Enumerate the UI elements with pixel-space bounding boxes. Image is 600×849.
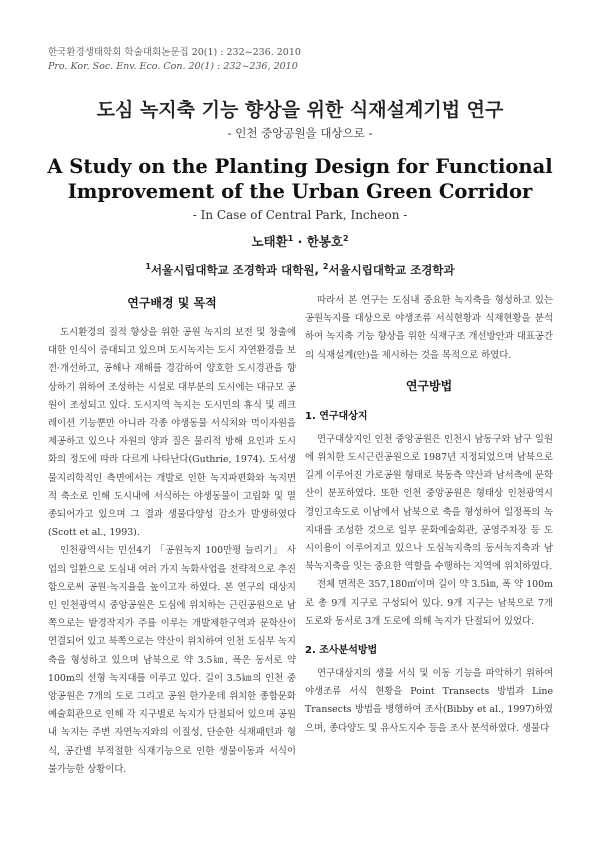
right-column <box>305 292 553 738</box>
english-title-line-1: A Study on the Planting Design for Functional <box>47 155 553 178</box>
english-subtitle: - In Case of Central Park, Incheon - <box>192 208 408 222</box>
affiliation-2: 서울시립대학교 조경학과 <box>328 263 455 277</box>
journal-header <box>48 46 301 74</box>
author-1-mark: 1 <box>287 233 294 243</box>
journal-header-korean: 한국환경생태학회 학술대회논문집 20(1) : 232~236. 2010 <box>48 47 301 58</box>
subsection-heading-study-site: 1. 연구대상지 <box>305 410 368 422</box>
objective-paragraph: 따라서 본 연구는 도심내 중요한 녹지축을 형성하고 있는 공원녹지를 대상으로 야생조류 서식현황과 식재현황을 분석하여 녹지축 기능 향상을 위한 식재구조 개선방안과 대표공간의 식재설계(안)을 제시하는 것을 목적으로 하였다. <box>305 295 553 361</box>
korean-subtitle: - 인천 중앙공원을 대상으로 - <box>227 126 373 140</box>
section-heading-methods: 연구방법 <box>405 378 453 393</box>
english-title-line-2: Improvement of the Urban Green Corridor <box>67 180 533 203</box>
journal-header-english: Pro. Kor. Soc. Env. Eco. Con. 20(1) : 232~236, 2010 <box>48 61 298 72</box>
background-paragraph-2: 인천광역시는 민선4기 「공원녹지 100만평 늘리기」 사업의 일환으로 도심내 여러 가지 녹화사업을 전략적으로 추진함으로써 공원·녹지율을 높이고자 하였다. 본 연구의 대상지인 인천광역시 중앙공원은 도심에 위치하는 근린공원으로 남쪽으로는 밭경작지가 주를 이루는 개발제한구역과 문학산이 연결되어 있고 북쪽으로는 약산이 위치하여 인천 도심부 녹지축을 형성하고 있으며 남북으로 약 3.5㎞, 폭은 동서로 약 100m의 선형 녹지대를 이루고 있다. 길이 3.5㎞의 인천 중앙공원은 7개의 도로 그리고 공원 한가운데 위치한 종합문화예술회관으로 인해 각 지구별로 녹지가 단절되어 있으며 공원내 녹지는 주변 자연녹지와의 이질성, 단순한 식재패턴과 형식, 공간별 부적절한 식재기능으로 인한 생물이동과 서식이 불가능한 상황이다. <box>48 545 296 775</box>
author-separator: · <box>293 234 307 249</box>
survey-method-paragraph: 연구대상지의 생물 서식 및 이동 기능을 파악하기 위하여 야생조류 서식 현황을 Point Transects 방법과 Line Transects 방법을 병행하여 조사(Bibby et al., 1997)하였으며, 종다양도 및 유사도지수 등을 조사 분석하였다. 생물다 <box>305 668 553 734</box>
author-2-mark: 2 <box>342 233 349 243</box>
study-site-paragraph-2: 전체 면적은 357,180㎡이며 길이 약 3.5㎞, 폭 약 100m로 총 9개 지구로 구성되어 있다. 9개 지구는 남북으로 7개 도로와 동서로 3개 도로에 의해 녹지가 단절되어 있었다. <box>305 579 553 627</box>
affiliation-1: 서울시립대학교 조경학과 대학원, <box>150 263 323 277</box>
affiliation-2-mark: 2 <box>322 262 329 272</box>
affiliation <box>0 262 600 278</box>
author-2: 한봉호 <box>306 234 343 249</box>
english-title <box>0 154 600 204</box>
section-heading-background: 연구배경 및 목적 <box>127 296 217 310</box>
title-block <box>0 98 600 278</box>
korean-title: 도심 녹지축 기능 향상을 위한 식재설계기법 연구 <box>96 99 504 121</box>
author-1: 노태환 <box>251 234 288 249</box>
left-column <box>48 292 296 779</box>
affiliation-1-mark: 1 <box>145 262 151 272</box>
background-paragraph-1: 도시환경의 질적 향상을 위한 공원 녹지의 보전 및 창출에 대한 인식이 증대되고 있으며 도시녹지는 도시 자연환경을 보전·개선하고, 공해나 재해를 경감하여 양호한 도시경관을 향상하기 위하여 조성하는 시설로 대부분의 도시에는 대규모 공원이 조성되고 있다. 도시지역 녹지는 도시민의 휴식 및 레크레이션 기능뿐만 아니라 각종 야생동물 서식처와 먹이자원을 제공하고 있으나 자원의 양과 질은 물리적 방해 요인과 도시화의 정도에 따라 다르게 나타난다(Guthrie, 1974). 도서생물지리학적인 측면에서는 개발로 인한 녹지파편화와 녹지면적 축소로 인해 도시내에 서식하는 야생동물이 고립화 및 멸종되어가고 있으며 그 결과 생물다양성 감소가 발생하였다(Scott et al., 1993). <box>48 327 296 539</box>
study-site-paragraph-1: 연구대상지인 인천 중앙공원은 인천시 남동구와 남구 일원에 위치한 도시근린공원으로 1987년 지정되었으며 남북으로 길게 이루어진 가로공원 형태로 북동측 약산과 남서측에 문학산이 분포하였다. 또한 인천 중앙공원은 형태상 인천광역시 경인고속도로 이남에서 남북으로 축을 형성하여 일정폭의 녹지대를 조성한 것으로 일부 문화예술회관, 공영주차장 등 도시이용이 이루어지고 있으나 도심녹지축의 동서녹지축과 남북녹지축을 잇는 중요한 역할을 수행하는 지역에 위치하였다. <box>305 433 553 573</box>
author-list <box>0 232 600 250</box>
subsection-heading-survey-method: 2. 조사분석방법 <box>305 645 378 657</box>
